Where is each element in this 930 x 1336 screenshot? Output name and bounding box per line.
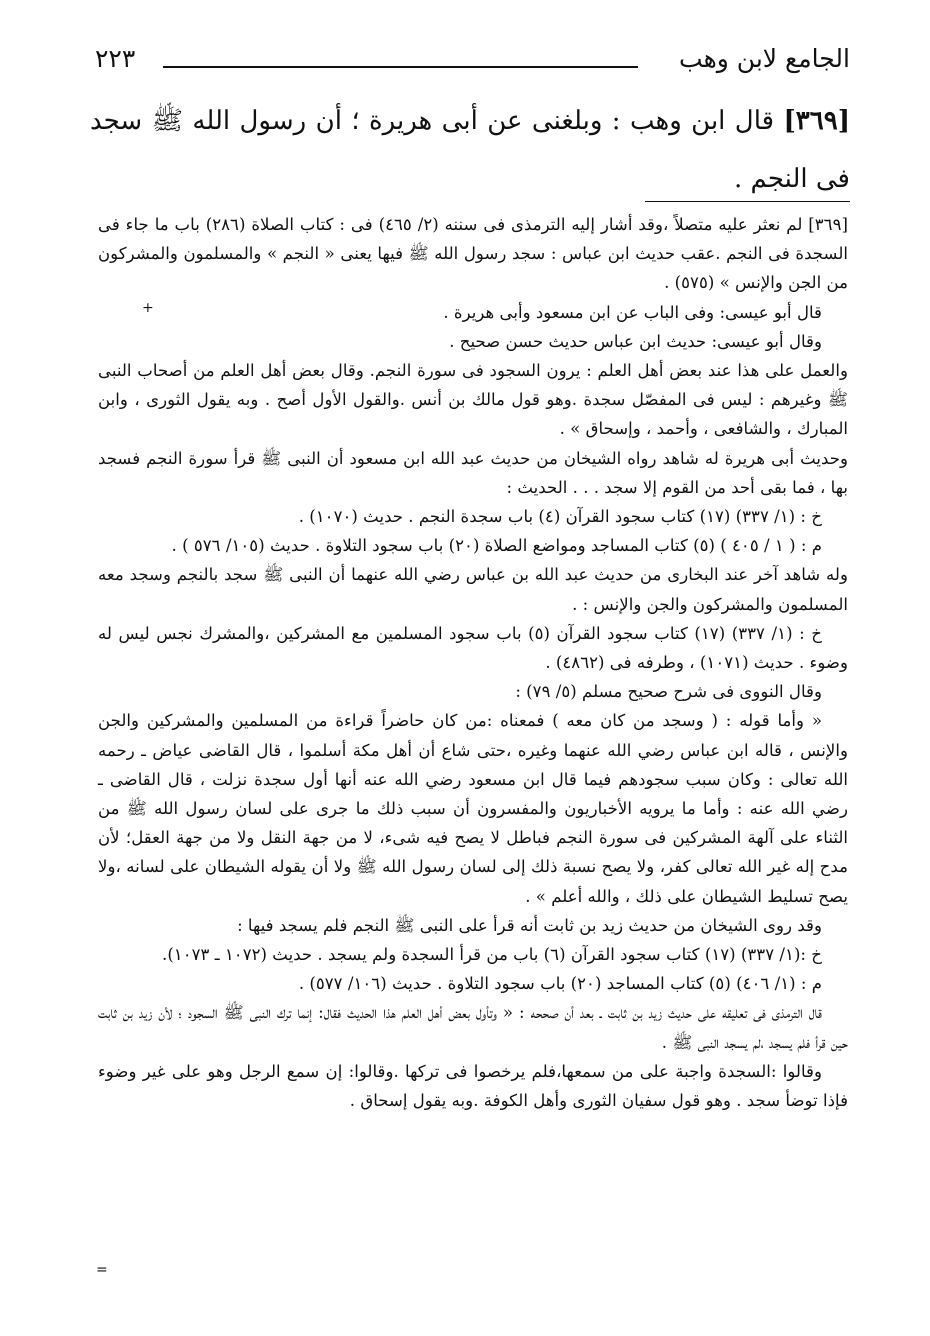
footnote-separator bbox=[645, 201, 850, 202]
footnote-citation: خ :(١/ ٣٣٧) (١٧) كتاب سجود القرآن (٦) باب من قرأ السجدة ولم يسجد . حديث (١٠٧٢ ـ ١٠٧٣). bbox=[162, 945, 822, 965]
hadith-number: [٣٦٩] bbox=[783, 106, 851, 136]
book-title: الجامع لابن وهب bbox=[679, 44, 850, 73]
header-rule bbox=[163, 66, 638, 68]
footnote-paragraph: وله شاهد آخر عند البخارى من حديث عبد الله بن عباس رضي الله عنهما أن النبى ﷺ سجد بالنجم وسجد معه المسلمون والمشركون والجن والإنس : . bbox=[98, 565, 848, 614]
footnote-paragraph: [٣٦٩] لم نعثر عليه متصلاً ،وقد أشار إليه الترمذى فى سننه (٢/ ٤٦٥) فى : كتاب الصلاة (٢٨٦) باب ما جاء فى السجدة فى النجم .عقب حديث ابن عباس : سجد رسول الله ﷺ فيها يعنى « النجم » والمسلمون والمشركون من الجن والإنس » (٥٧٥) . bbox=[98, 215, 848, 293]
footnote-paragraph: قال أبو عيسى: وفى الباب عن ابن مسعود وأبى هريرة . bbox=[443, 302, 822, 322]
page-header bbox=[95, 44, 850, 84]
main-text bbox=[90, 92, 850, 208]
footnotes bbox=[98, 210, 848, 1115]
footnote-paragraph: وقد روى الشيخان من حديث زيد بن ثابت أنه قرأ على النبى ﷺ النجم فلم يسجد فيها : bbox=[237, 915, 822, 935]
footnote-paragraph: وقال النووى فى شرح صحيح مسلم (٥/ ٧٩) : bbox=[515, 682, 822, 702]
footnote-paragraph: وحديث أبى هريرة له شاهد رواه الشيخان من حديث عبد الله ابن مسعود أن النبى ﷺ قرأ سورة النجم فسجد بها ، فما بقى أحد من القوم إلا سجد . . . الحديث : bbox=[98, 448, 848, 497]
footnote-paragraph: وقال أبو عيسى: حديث ابن عباس حديث حسن صحيح . bbox=[449, 331, 822, 351]
footnote-paragraph: وقالوا :السجدة واجبة على من سمعها،فلم يرخصوا فى تركها .وقالوا: إن سمع الرجل وهو على غير وضوء فإذا توضأ سجد . وهو قول سفيان الثورى وأهل الكوفة .وبه يقول إسحاق . bbox=[98, 1061, 848, 1111]
footnote-citation: م : (١/ ٤٠٦) (٥) كتاب المساجد (٢٠) باب سجود التلاوة . حديث (١٠٦/ ٥٧٧) . bbox=[298, 974, 822, 994]
footnote-quote: « وأما قوله : ( وسجد من كان معه ) فمعناه :من كان حاضراً قراءة من المسلمين والمشركين والجن والإنس ، قاله ابن عباس رضي الله عنهما وغيره ،حتى شاع أن أهل مكة أسلموا ، قال القاضى عياض ـ رحمه الله تعالى : وكان سبب سجودهم فيما قال ابن مسعود رضي الله عنه أنها أول سجدة نزلت ، قال القاضى ـ رضي الله عنه : وأما ما يرويه الأخباريون والمفسرون أن سبب ذلك ما جرى على لسان رسول الله ﷺ من الثناء على آلهة المشركين فى سورة النجم فباطل لا يصح فيه شىء، لا من جهة النقل ولا من جهة العقل؛ لأن مدح إله غير الله تعالى كفر، ولا يصح نسبة ذلك إلى لسان رسول الله ﷺ ولا أن يقوله الشيطان على لسانه ،ولا يصح تسليط الشيطان على ذلك ، والله أعلم » . bbox=[98, 711, 848, 906]
margin-mark: + bbox=[142, 300, 154, 316]
footnote-citation: م : ( ١ / ٤٠٥ ) (٥) كتاب المساجد ومواضع الصلاة (٢٠) باب سجود التلاوة . حديث (١٠٥/ ٥٧٦ ) . bbox=[171, 536, 822, 556]
hadith-text: قال ابن وهب : وبلغنى عن أبى هريرة ؛ أن رسول الله ﷺ سجد فى النجم . bbox=[90, 106, 850, 194]
footnote-paragraph: والعمل على هذا عند بعض أهل العلم : يرون السجود فى سورة النجم. وقال بعض أهل العلم من أصحاب النبى ﷺ وغيرهم : ليس فى المفصّل سجدة .وهو قول مالك بن أنس .والقول الأول أصح . وبه يقول الثورى ، وابن المبارك ، والشافعى ، وأحمد ، وإسحاق » . bbox=[98, 361, 848, 439]
footnote-citation: خ : (١/ ٣٣٧) (١٧) كتاب سجود القرآن (٤) باب سجدة النجم . حديث (١٠٧٠) . bbox=[298, 507, 822, 527]
footnote-paragraph: قال الترمذى فى تعليقه على حديث زيد بن ثابت ـ بعد أن صححه : « وتأول بعض أهل العلم هذا الحديث فقال: إنما ترك النبى ﷺ السجود ؛ لأن زيد بن ثابت حين قرأ فلم يسجد ،لم يسجد النبى ﷺ . bbox=[98, 1003, 848, 1052]
page-number: ٢٢٣ bbox=[95, 44, 136, 73]
margin-mark: = bbox=[96, 1262, 108, 1278]
footnote-citation: خ : (١/ ٣٣٧) (١٧) كتاب سجود القرآن (٥) باب سجود المسلمين مع المشركين ،والمشرك نجس ليس له وضوء . حديث (١٠٧١) ، وطرفه فى (٤٨٦٢) . bbox=[98, 623, 848, 673]
